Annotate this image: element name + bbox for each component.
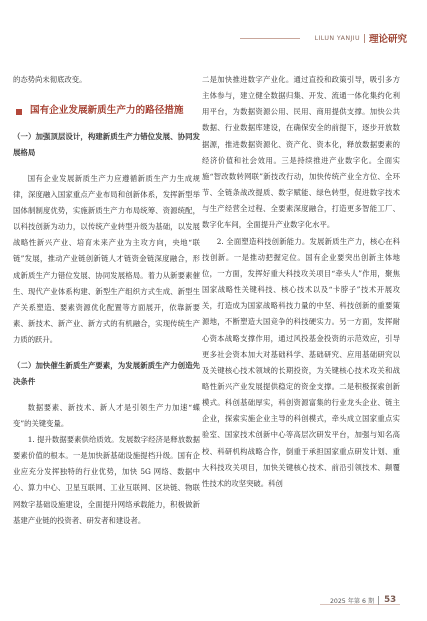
header-latin-title: LILUN YANJIU	[314, 34, 360, 42]
left-column	[13, 72, 200, 529]
section-heading-text: 国有企业发展新质生产力的路径措施	[30, 105, 184, 117]
continued-paragraph: 的态势尚未彻底改变。	[13, 75, 87, 84]
subsection-heading-1: （一）加强顶层设计，构建新质生产力错位发展、协同发展格局	[13, 132, 200, 158]
header-divider	[364, 34, 365, 43]
page-number: 53	[384, 595, 397, 605]
body-paragraph: 1. 提升数据要素供给质效。发展数字经济是释放数据要素价值的根本。一是加快新基础设施提档升级。国有企业应充分发挥独特的行业优势，加快 5G 网络、数据中心、算力中心、卫星互联网、工业互联网、区块链、物联网数字基础设施建设，全面提升网络承载能力，积极做新基建产业链的投资者、研发者和建设者。	[13, 435, 200, 525]
square-bullet-icon	[16, 109, 22, 115]
right-column	[202, 72, 400, 492]
header-rule	[240, 38, 300, 39]
header-section-title: 理论研究	[368, 34, 407, 45]
section-heading	[13, 103, 200, 119]
page-footer	[330, 594, 396, 606]
issue-label: 2025 年第 6 期	[330, 597, 375, 605]
body-paragraph: 国有企业发展新质生产力应遵循新质生产力生成规律，深度融入国家重点产业布局和创新体系，发挥新型举国体制制度优势，实施新质生产力布局统筹、资源统配，以科技创新为动力，以传统产业转型升级为基础，以发展战略性新兴产业、培育未来产业为主攻方向，央地“联链”发展，推动产业链创新链人才链资金链深度融合，形成新质生产力错位发展、协同发展格局。着力从新要素催生、现代产业体系构建、新型生产组织方式生成、新型生产关系塑造、要素资源优化配置等方面展开，依靠新要素、新技术、新产业、新方式的有机融合，实现传统生产力质的跃升。	[13, 173, 200, 345]
body-paragraph: 数据要素、新技术、新人才是引领生产力加速“蝶变”的关键变量。	[13, 402, 200, 428]
footer-divider	[378, 596, 379, 605]
subsection-heading-2: （二）加快催生新质生产要素，为发展新质生产力创造先决条件	[13, 361, 200, 387]
body-paragraph: 2. 全面塑造科技创新能力。发展新质生产力，核心在科技创新。一是推动把握定位。国有企业要突出创新主体地位，一方面，发挥好重大科技攻关项目“牵头人”作用，聚焦国家战略性关键科技、核心技术以及“卡脖子”技术开展攻关，打造成为国家战略科技力量的中坚、科技创新的重要策源地，不断塑造大国竞争的科技硬实力。另一方面，发挥耐心资本战略支撑作用，通过风投基金投资的示范效应，引导更多社会资本加大对基础科学、基础研究、应用基础研究以及关键核心技术领域的长期投资，为关键核心技术攻关和战略性新兴产业发展提供稳定的资金支撑。二是积极探索创新模式。科创基础厚实，科创资源富集的行业龙头企业、链主企业，探索实施企业主导的科创模式，牵头成立国家重点实验室、国家技术创新中心等高层次研发平台，加强与知名高校、科研机构战略合作，倒重于承担国家重点研发计划、重大科技攻关项目，加快关键核心技术、前沿引领技术、颠覆性技术的攻坚突破。科创	[202, 236, 400, 488]
running-header	[315, 30, 407, 46]
body-paragraph: 二是加快推进数字产业化。通过直投和政策引导，吸引多方主体参与，建立健全数据归集、开发、流通一体化集约化利用平台，为数据资源公用、民用、商用提供支撑。加快公共数据、行业数据库建设，在确保安全的前提下，逐步开放数据源，推进数据资源化、资产化、资本化，释放数据要素的经济价值和社会效用。三是持续推进产业数字化。全面实施“智改数转网联”新技改行动，加快传统产业全方位、全环节、全链条战改提质、数字赋能、绿色转型，促进数字技术与生产经营全过程、全要素深度融合，打造更多智能工厂、数字化车间，全面提升产业数字化水平。	[202, 75, 400, 230]
